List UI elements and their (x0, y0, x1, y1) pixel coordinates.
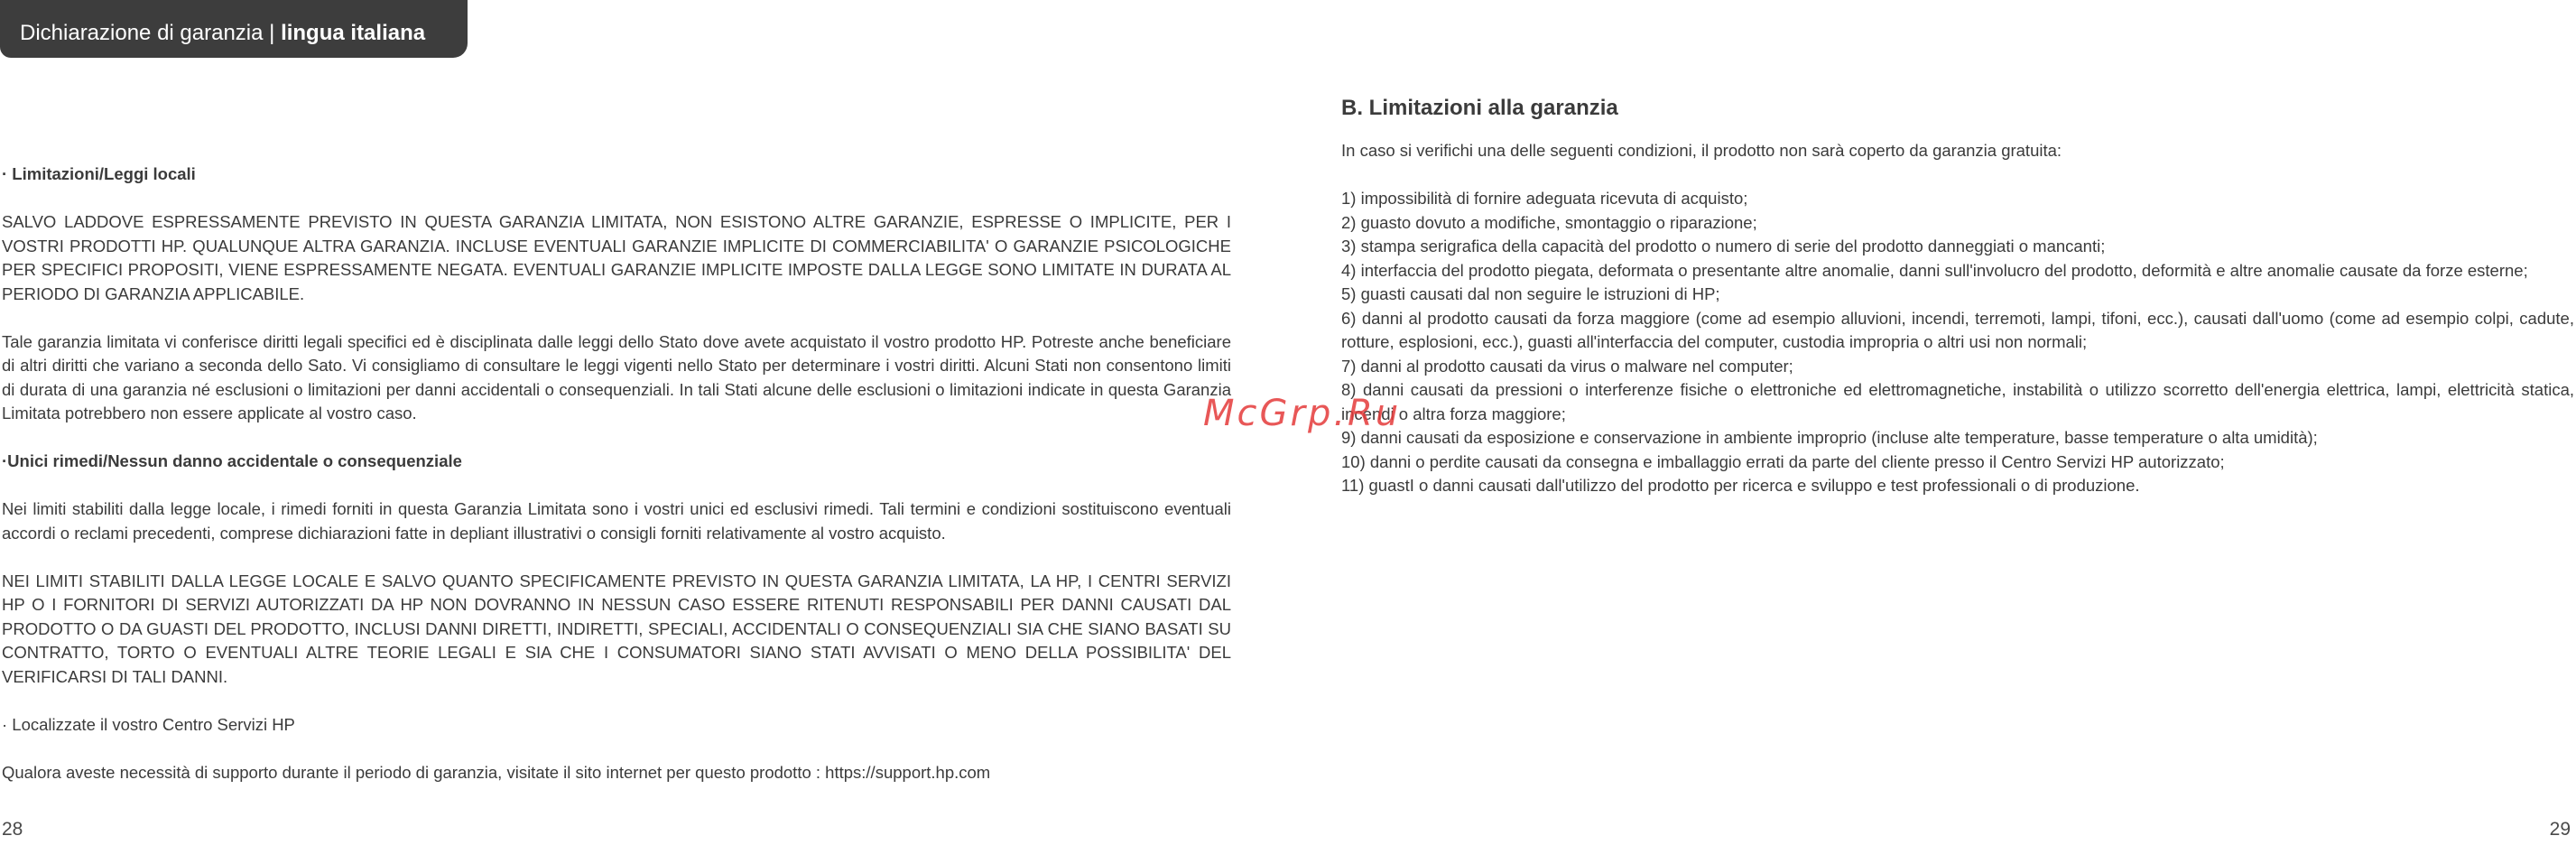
list-item: 9) danni causati da esposizione e conservazione in ambiente improprio (incluse alte temperature, basse temperature o alta umidità); (1341, 428, 2318, 447)
section-title-limitazioni: B. Limitazioni alla garanzia (1341, 96, 1618, 120)
right-column (1341, 90, 2574, 498)
heading-unici-rimedi: ·Unici rimedi/Nessun danno accidentale o consequenziale (2, 451, 462, 470)
list-item: 2) guasto dovuto a modifiche, smontaggio o riparazione; (1341, 212, 1757, 232)
list-item: 10) danni o perdite causati da consegna e imballaggio errati da parte del cliente presso il Centro Servizi HP autorizzato; (1341, 451, 2225, 471)
list-item: 11) guastI o danni causati dall'utilizzo del prodotto per ricerca e sviluppo e test professionali o di produzione. (1341, 476, 2140, 495)
paragraph-exclusive-remedies: Nei limiti stabiliti dalla legge locale, i rimedi forniti in questa Garanzia Limitata sono i vostri unici ed esclusivi rimedi. Tali termini e condizioni sostituiscono eventuali accordi o reclami precedenti, comprese dichiarazioni fatte in depliant illustrativi o consigli forniti relativamente al vostro acquisto. (2, 499, 1231, 543)
paragraph-legal-rights: Tale garanzia limitata vi conferisce diritti legali specifici ed è disciplinata dalle leggi dello Stato dove avete acquistato il vostro prodotto HP. Potreste anche beneficiare di altri diritti che variano a seconda dello Sato. Vi consigliamo di consultare le leggi vigenti nello Stato per determinare i vostri diritti. Alcuni Stati non consentono limiti di durata di una garanzia né esclusioni o limitazioni per danni accidentali o consequenziali. In tali Stati alcune delle esclusioni o limitazioni indicate in questa Garanzia Limitata potrebbero non essere applicate al vostro caso. (2, 331, 1231, 422)
list-item: 5) guasti causati dal non seguire le istruzioni di HP; (1341, 284, 1720, 303)
list-item: 1) impossibilità di fornire adeguata ricevuta di acquisto; (1341, 189, 1748, 208)
watermark-text: McGrp.Ru (1203, 393, 1402, 434)
list-item: 6) danni al prodotto causati da forza maggiore (come ad esempio alluvioni, incendi, terremoti, lampi, tifoni, ecc.), causati dall'uomo (come ad esempio colpi, cadute, rotture, esplosioni, ecc.), guasti all'interfaccia del computer, custodia impropria o altri usi non normali; (1341, 308, 2574, 351)
page-number-left: 28 (2, 819, 23, 840)
list-item: 3) stampa serigrafica della capacità del prodotto o numero di serie del prodotto danneggiati o mancanti; (1341, 237, 2106, 255)
document-header-tab (0, 0, 468, 58)
list-item: 4) interfaccia del prodotto piegata, deformata o presentante altre anomalie, danni sull'involucro del prodotto, deformità e altre anomalie causate da forze esterne; (1341, 260, 2528, 280)
list-item: 7) danni al prodotto causati da virus o malware nel computer; (1341, 356, 1793, 376)
paragraph-locate-service-center: · Localizzate il vostro Centro Servizi HP (2, 714, 295, 734)
paragraph-liability-limits: NEI LIMITI STABILITI DALLA LEGGE LOCALE E SALVO QUANTO SPECIFICAMENTE PREVISTO IN QUESTA GARANZIA LIMITATA, LA HP, I CENTRI SERVIZI HP O I FORNITORI DI SERVIZI AUTORIZZATI DA HP NON DOVRANNO IN NESSUN CASO ESSERE RITENUTI RESPONSABILI PER DANNI CAUSATI DAL PRODOTTO O DA GUASTI DEL PRODOTTO, INCLUSI DANNI DIRETTI, INDIRETTI, SPECIALI, ACCIDENTALI O CONSEQUENZIALI SIA CHE SIANO BASATI SU CONTRATTO, TORTO O EVENTUALI ALTRE TEORIE LEGALI E SIA CHE I CONSUMATORI SIANO STATI AVVISATI O MENO DELLA POSSIBILITA' DEL VERIFICARSI DI TALI DANNI. (2, 571, 1231, 686)
paragraph-no-other-warranties: SALVO LADDOVE ESPRESSAMENTE PREVISTO IN QUESTA GARANZIA LIMITATA, NON ESISTONO ALTRE GARANZIE, ESPRESSE O IMPLICITE, PER I VOSTRI PRODOTTI HP. QUALUNQUE ALTRA GARANZIA. INCLUSE EVENTUALI GARANZIE IMPLICITE DI COMMERCIABILITA' O GARANZIE PSICOLOGICHE PER SPECIFICI PROPOSITI, VIENE ESPRESSAMENTE NEGATA. EVENTUALI GARANZIE IMPLICITE IMPOSTE DALLA LEGGE SONO LIMITATE IN DURATA AL PERIODO DI GARANZIA APPLICABILE. (2, 212, 1231, 303)
header-language: lingua italiana (281, 21, 426, 45)
page-number-right: 29 (2549, 819, 2571, 840)
heading-limitazioni-leggi-locali: · Limitazioni/Leggi locali (2, 164, 196, 183)
list-item: 8) danni causati da pressioni o interferenze fisiche o elettroniche ed elettromagnetiche, instabilità o utilizzo scorretto dell'energia elettrica, lampi, elettricità statica, incendi o altra forza maggiore; (1341, 380, 2574, 423)
limitations-list (1341, 187, 2574, 498)
paragraph-conditions-intro: In caso si verifichi una delle seguenti condizioni, il prodotto non sarà coperto da garanzia gratuita: (1341, 141, 2062, 160)
left-column (2, 162, 1231, 785)
paragraph-support-website: Qualora aveste necessità di supporto durante il periodo di garanzia, visitate il sito internet per questo prodotto : https://support.hp.com (2, 762, 991, 782)
header-title: Dichiarazione di garanzia | (20, 21, 275, 45)
